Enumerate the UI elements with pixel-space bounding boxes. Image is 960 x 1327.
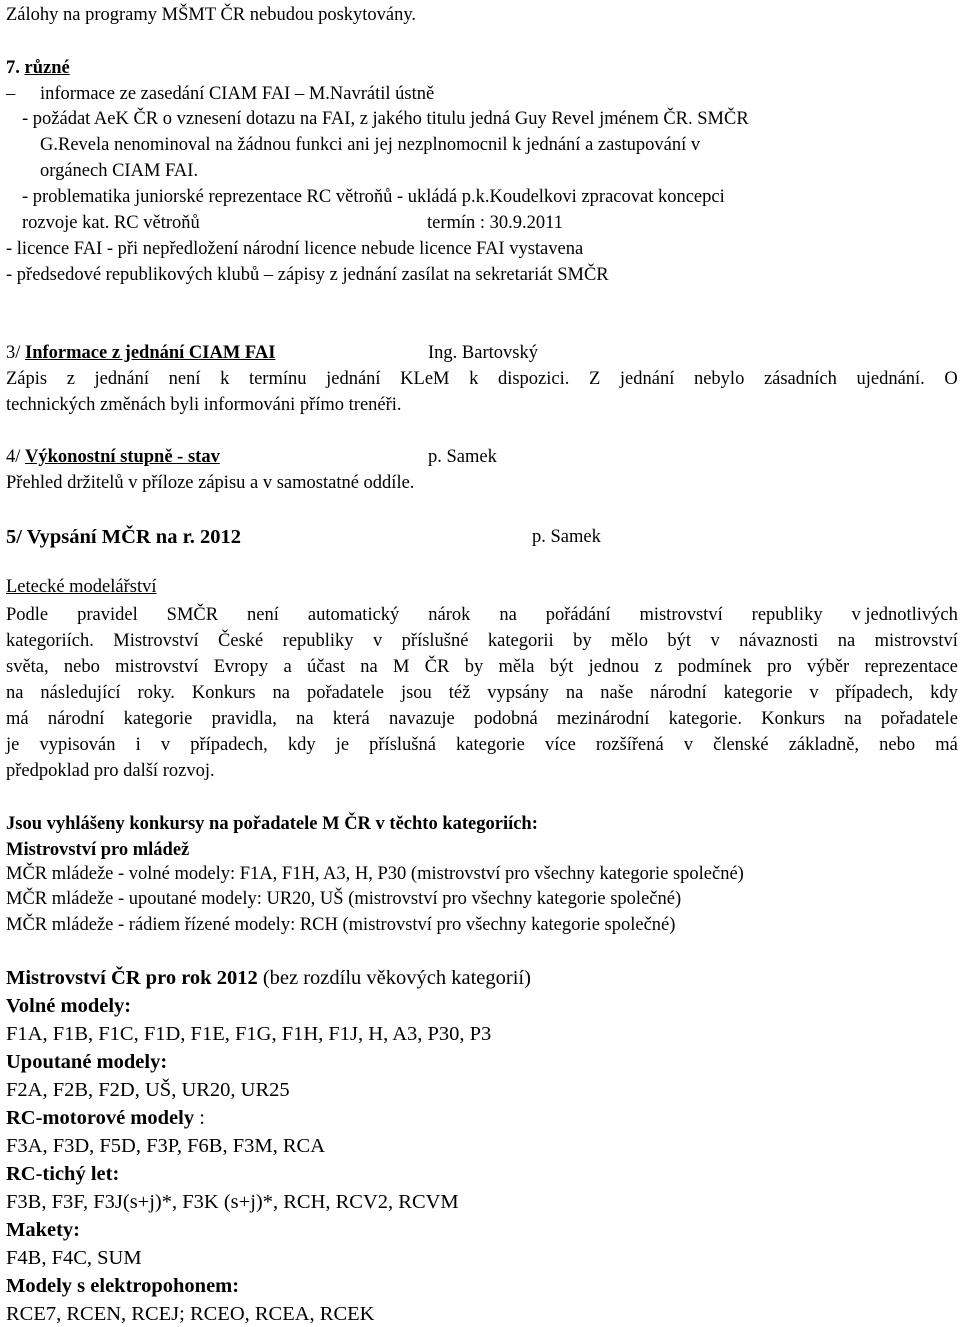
word: ujednání.: [856, 369, 925, 389]
category-heading: Volné modely:: [6, 995, 132, 1017]
section-title: různé: [24, 58, 70, 78]
word: v: [710, 631, 720, 651]
paragraph-line: Přehled držitelů v příloze zápisu a v samostatné oddíle.: [6, 473, 415, 493]
word: automatický: [307, 605, 400, 625]
word: též: [448, 683, 471, 703]
section-person: p. Samek: [532, 527, 601, 547]
word: pravidla,: [211, 709, 277, 729]
word: podobná: [473, 709, 538, 729]
section-number: 4/: [6, 447, 26, 467]
text-line: - licence FAI - při nepředložení národní licence nebude licence FAI vystavena: [6, 239, 584, 259]
word: v jednotlivých: [851, 605, 958, 625]
text-line: rozvoje kat. RC větroňů: [22, 213, 200, 233]
category-heading: RC-tichý let:: [6, 1163, 120, 1185]
word: pořádání: [545, 605, 611, 625]
championship-heading: [6, 968, 531, 989]
word: Z: [588, 369, 601, 389]
word: reprezentace: [864, 657, 958, 677]
word: má: [935, 735, 958, 755]
word: mistrovství: [874, 631, 958, 651]
word: nebylo: [693, 369, 745, 389]
word: měla: [498, 657, 535, 677]
word: na: [6, 683, 24, 703]
word: kategorie: [723, 683, 793, 703]
colon: :: [194, 1107, 205, 1129]
category-heading: Upoutané modely:: [6, 1051, 168, 1073]
word: která: [332, 709, 370, 729]
word: je: [335, 735, 350, 755]
category-title: RC-motorové modely: [6, 1107, 195, 1129]
word: členské: [713, 735, 769, 755]
word: mezinárodní: [556, 709, 650, 729]
word: světa,: [6, 657, 49, 677]
word: v: [372, 631, 383, 651]
paragraph-line: [6, 606, 958, 625]
bullet-text: informace ze zasedání CIAM FAI – M.Navrátil ústně: [40, 84, 435, 104]
word: a: [283, 657, 292, 677]
word: O: [944, 369, 958, 389]
contest-heading: Jsou vyhlášeny konkursy na pořadatele M ČR v těchto kategoriích:: [6, 814, 538, 834]
word: naše: [600, 683, 634, 703]
word: následující: [40, 683, 121, 703]
word: z: [654, 657, 663, 677]
category-list: F3B, F3F, F3J(s+j)*, F3K (s+j)*, RCH, RCV2, RCVM: [6, 1191, 459, 1213]
word: není: [168, 369, 201, 389]
word: rozšířená: [595, 735, 664, 755]
word: kategorie.: [668, 709, 743, 729]
word: má: [6, 709, 29, 729]
word: na: [360, 657, 378, 677]
word: by: [573, 631, 592, 651]
word: návaznosti: [739, 631, 819, 651]
section-7-heading: [6, 59, 70, 78]
section-number: 3/: [6, 343, 26, 363]
word: k: [469, 369, 479, 389]
category-heading: [6, 1108, 205, 1129]
section-person: Ing. Bartovský: [428, 343, 538, 363]
word: republiky: [282, 631, 354, 651]
word: účast: [306, 657, 345, 677]
word: pro: [767, 657, 792, 677]
word: Zápis: [6, 369, 48, 389]
word: jsou: [400, 683, 432, 703]
section-person: p. Samek: [428, 447, 497, 467]
category-list: F2A, F2B, F2D, UŠ, UR20, UR25: [6, 1079, 290, 1101]
word: nebo: [879, 735, 916, 755]
word: kdy: [287, 735, 316, 755]
word: případech,: [835, 683, 914, 703]
word: jednání: [94, 369, 149, 389]
list-item: MČR mládeže - upoutané modely: UR20, UŠ (mistrovství pro všechny kategorie společné): [6, 889, 682, 909]
paragraph-line: [6, 736, 958, 755]
word: mělo: [611, 631, 648, 651]
word: Konkurs: [191, 683, 256, 703]
word: České: [218, 631, 264, 651]
category-heading: Modely s elektropohonem:: [6, 1275, 240, 1297]
word: na: [499, 605, 517, 625]
deadline: termín : 30.9.2011: [427, 213, 563, 233]
word: pravidel: [77, 605, 138, 625]
word: v: [683, 735, 694, 755]
word: KLeM: [400, 369, 450, 389]
word: nebo: [63, 657, 100, 677]
section-3-heading: [6, 344, 275, 363]
word: mistrovství: [115, 657, 199, 677]
word: výběr: [807, 657, 850, 677]
word: je: [6, 735, 20, 755]
subsection-heading: Letecké modelářství: [6, 577, 157, 597]
word: kategoriích.: [6, 631, 94, 651]
text-line: Zálohy na programy MŠMT ČR nebudou poskytovány.: [6, 5, 417, 25]
word: by: [464, 657, 484, 677]
paragraph-line: [6, 710, 958, 729]
word: na: [272, 683, 290, 703]
section-number: 7.: [6, 58, 25, 78]
word: vypisován: [39, 735, 116, 755]
word: republiky: [751, 605, 823, 625]
text-line: - problematika juniorské reprezentace RC větroňů - ukládá p.k.Koudelkovi zpracovat koncepci: [22, 187, 725, 207]
paragraph-line: [6, 658, 958, 677]
word: k: [220, 369, 230, 389]
word: jednání: [619, 369, 675, 389]
word: SMČR: [166, 605, 219, 625]
word: národní: [650, 683, 707, 703]
category-heading: Makety:: [6, 1219, 81, 1241]
word: nárok: [428, 605, 471, 625]
paragraph-line: [6, 370, 958, 389]
word: základně,: [788, 735, 860, 755]
word: z: [66, 369, 75, 389]
text-line: G.Revela nenominoval na žádnou funkci ani jej nezplnomocnil k jednání a zastupování v: [40, 135, 701, 155]
word: Evropy: [213, 657, 269, 677]
word: být: [667, 631, 692, 651]
word: M: [393, 657, 410, 677]
text-line: - požádat AeK ČR o vznesení dotazu na FAI, z jakého titulu jedná Guy Revel jménem ČR. SMČR: [22, 109, 749, 129]
section-5-heading: 5/ Vypsání MČR na r. 2012: [6, 526, 242, 548]
text-line: - předsedové republikových klubů – zápisy z jednání zasílat na sekretariát SMČR: [6, 265, 609, 285]
word: případech,: [190, 735, 268, 755]
word: vypsány: [487, 683, 549, 703]
word: kdy: [930, 683, 958, 703]
word: na: [296, 709, 314, 729]
text-line: orgánech CIAM FAI.: [40, 161, 199, 181]
word: Podle: [6, 605, 49, 625]
youth-heading: Mistrovství pro mládež: [6, 840, 190, 860]
category-list: F3A, F3D, F5D, F3P, F6B, F3M, RCA: [6, 1135, 326, 1157]
word: příslušné: [401, 631, 469, 651]
word: mistrovství: [639, 605, 723, 625]
word: podmínek: [677, 657, 752, 677]
word: není: [247, 605, 279, 625]
section-title: Výkonostní stupně - stav: [25, 447, 220, 467]
word: dispozici.: [497, 369, 570, 389]
word: kategorie: [123, 709, 193, 729]
word: pořadatele: [306, 683, 384, 703]
word: zásadních: [763, 369, 837, 389]
word: i: [135, 735, 141, 755]
word: příslušná: [369, 735, 436, 755]
paragraph-line: technických změnách byli informováni přímo trenéři.: [6, 395, 402, 415]
word: v: [160, 735, 171, 755]
list-item: MČR mládeže - volné modely: F1A, F1H, A3, H, P30 (mistrovství pro všechny kategorie společné): [6, 864, 744, 884]
category-list: F4B, F4C, SUM: [6, 1247, 142, 1269]
paragraph-line: [6, 632, 958, 651]
word: Konkurs: [761, 709, 825, 729]
word: jednou: [588, 657, 640, 677]
word: více: [544, 735, 576, 755]
championship-note: (bez rozdílu věkových kategorií): [257, 967, 531, 989]
word: na: [837, 631, 856, 651]
paragraph-line: [6, 684, 958, 703]
word: v: [809, 683, 819, 703]
section-4-heading: [6, 448, 220, 467]
category-list: RCE7, RCEN, RCEJ; RCEO, RCEA, RCEK: [6, 1303, 375, 1325]
word: Mistrovství: [113, 631, 199, 651]
word: jednání: [326, 369, 381, 389]
word: termínu: [248, 369, 307, 389]
word: kategorii: [487, 631, 554, 651]
category-list: F1A, F1B, F1C, F1D, F1E, F1G, F1H, F1J, H, A3, P30, P3: [6, 1023, 492, 1045]
word: být: [549, 657, 574, 677]
word: navazuje: [388, 709, 455, 729]
word: národní: [47, 709, 105, 729]
list-item: MČR mládeže - rádiem řízené modely: RCH (mistrovství pro všechny kategorie společné): [6, 915, 676, 935]
word: roky.: [137, 683, 175, 703]
word: pořadatele: [880, 709, 958, 729]
word: na: [565, 683, 584, 703]
word: kategorie: [456, 735, 525, 755]
word: na: [844, 709, 862, 729]
word: ČR: [424, 657, 450, 677]
paragraph-line: předpoklad pro další rozvoj.: [6, 761, 215, 781]
section-title: Informace z jednání CIAM FAI: [25, 343, 276, 363]
bullet-dash: –: [6, 84, 16, 104]
championship-title: Mistrovství ČR pro rok 2012: [6, 967, 258, 989]
